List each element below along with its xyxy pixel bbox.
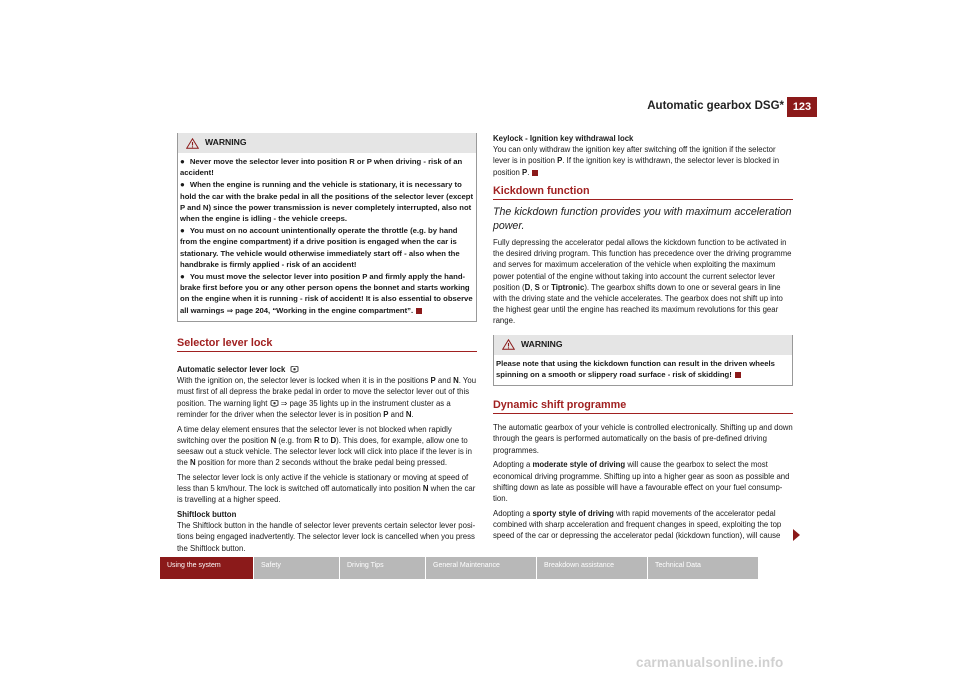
paragraph: You can only withdraw the ignition key after switching off the ignition if the selector lever is in position P. If the ignition key is withdrawn, the selector lever is blocked in position P. xyxy=(493,145,780,177)
tab-technical-data[interactable]: Technical Data xyxy=(648,557,758,579)
section-end-icon xyxy=(735,372,741,378)
warning-item: ● You must move the selector lever into position P and firmly apply the hand-brake first before you or any other person opens the bonnet and starts working on the engine when it is running - risk of accident! It is also essential to observe all warnings ⇒ page 204, “Working in the engine compartment”. xyxy=(180,272,473,315)
paragraph: With the ignition on, the selector lever is locked when it is in the positions P and N. You must first of all depress the brake pedal in order to move the selector lever out of this position. The warning light ⇒ page 35 lights up in the instrument cluster as a reminder for the driver when the selector lever is in position P and N. xyxy=(177,376,477,419)
section-title-selector-lock: Selector lever lock xyxy=(177,338,477,352)
paragraph: The Shiftlock button in the handle of selector lever prevents certain selector lever posi-tions being engaged inadvertently. The selector lever lock is cancelled when you press the Shiftlock button. xyxy=(177,521,476,553)
warning-title: WARNING xyxy=(205,137,247,148)
selector-lock-warning-icon xyxy=(290,366,299,373)
warning-item: ● Never move the selector lever into position R or P when driving - risk of an accident! xyxy=(180,157,463,178)
left-column xyxy=(177,133,477,557)
section-title-dynamic-shift: Dynamic shift programme xyxy=(493,400,793,414)
warning-body: Please note that using the kickdown function can result in the driven wheels spinning on a smooth or slippery road surface - risk of skidding! xyxy=(496,358,775,379)
page-header xyxy=(0,97,960,117)
paragraph: A time delay element ensures that the selector lever is not blocked when rapidly switching over the position N (e.g. from R to D). This does, for example, allow one to seesaw out a stuck vehicle. The selector lever lock will click into place if the lever is in the N position for more than 2 seconds without the brake pedal being pressed. xyxy=(177,424,472,468)
chapter-title: Automatic gearbox DSG* xyxy=(647,100,784,112)
paragraph: The selector lever lock is only active if the vehicle is stationary or moving at speed of less than 5 km/hour. The lock is switched off automatically into position N when the car is travelling at a higher speed. xyxy=(177,472,476,505)
warning-title: WARNING xyxy=(521,339,563,350)
subheading-keylock: Keylock - Ignition key withdrawal lock xyxy=(493,134,634,143)
section-subtitle-kickdown: The kickdown function provides you with maximum acceleration power. xyxy=(493,206,792,233)
warning-box-1 xyxy=(177,133,477,322)
warning-light-icon xyxy=(270,400,279,407)
warning-item: ● When the engine is running and the vehicle is stationary, it is necessary to hold the car with the brake pedal in all the positions of the selector lever (except P and N) since the power transmission is never completely interrupted, also not when the engine is idling - the vehicle creeps. xyxy=(180,180,474,224)
page-number: 123 xyxy=(787,97,817,117)
warning-header xyxy=(178,133,476,153)
warning-box-2 xyxy=(493,335,793,386)
paragraph: Adopting a sporty style of driving with rapid movements of the accelerator pedal combined with sharp acceleration and frequent changes in speed, exploiting the top speed of the car or depressing the accelerator pedal (kickdown function), will cause xyxy=(493,508,782,541)
warning-triangle-icon xyxy=(186,138,199,149)
footer-nav xyxy=(160,557,759,579)
right-column xyxy=(493,133,793,545)
tab-general-maintenance[interactable]: General Maintenance xyxy=(426,557,536,579)
tab-using-the-system[interactable]: Using the system xyxy=(160,557,253,579)
subheading-shiftlock: Shiftlock button xyxy=(177,509,237,519)
warning-header xyxy=(494,335,792,355)
warning-triangle-icon xyxy=(502,339,515,350)
next-page-arrow-icon[interactable] xyxy=(793,529,800,541)
paragraph: The automatic gearbox of your vehicle is controlled electronically. Shifting up and down through the gears is performed automatically on the basis of pre-defined driving programmes. xyxy=(493,423,793,455)
warning-body xyxy=(178,153,476,321)
paragraph: Adopting a moderate style of driving will cause the gearbox to select the most economical driving programme. Shifting up into a higher gear as soon as possible and shifting down as late as possible will have a favourable effect on your fuel consump-tion. xyxy=(493,460,790,503)
subheading-automatic-lock: Automatic selector lever lock xyxy=(177,364,477,375)
warning-item: ● You must on no account unintentionally operate the throttle (e.g. by hand from the engine compartment) if a drive position is engaged when the car is stationary. The vehicle would otherwise immediately start off - also when the handbrake is firmly applied - risk of an accident! xyxy=(180,226,460,269)
section-end-icon xyxy=(416,308,422,314)
tab-breakdown-assistance[interactable]: Breakdown assistance xyxy=(537,557,647,579)
watermark: carmanualsonline.info xyxy=(636,655,784,670)
tab-driving-tips[interactable]: Driving Tips xyxy=(340,557,425,579)
section-end-icon xyxy=(532,170,538,176)
section-title-kickdown: Kickdown function xyxy=(493,186,793,200)
tab-safety[interactable]: Safety xyxy=(254,557,339,579)
paragraph: Fully depressing the accelerator pedal allows the kickdown function to be activated in the desired driving program. This function has precedence over the driving programme and serves for maximum acceleration of the vehicle when exploiting the maximum power potential of the engine without taking into account the current selector lever position (D, S or Tiptronic). The gearbox shifts down to one or several gears in line with the driving state and the vehicle accelerates. The gearbox does not shift up into the highest gear until the engine has reached its maximum revolutions for this gear range. xyxy=(493,238,792,326)
